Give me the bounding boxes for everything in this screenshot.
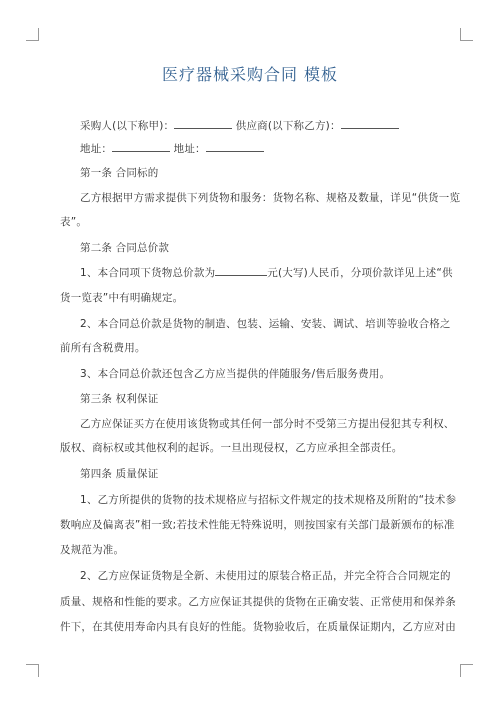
buyer-address-label: 地址： [80, 143, 113, 155]
page-corner-mark-top-left [26, 28, 39, 41]
page-corner-mark-top-right [460, 28, 473, 41]
supplier-blank [341, 118, 399, 129]
paragraph-line: 2、本合同总价款是货物的制造、包装、运输、安装、调试、培训等验收合格之 [80, 318, 451, 330]
paragraph-line: 件下，在其使用寿命内具有良好的性能。货物验收后，在质量保证期内，乙方应对由 [60, 621, 456, 633]
paragraph-line: 乙方应保证买方在使用该货物或其任何一部分时不受第三方提出侵犯其专利权、 [80, 418, 455, 430]
supplier-address-label: 地址： [173, 143, 206, 155]
paragraph-line: 乙方根据甲方需求提供下列货物和服务：货物名称、规格及数量，详见“供货一览 [80, 192, 461, 204]
article-1-heading: 第一条 合同标的 [80, 167, 159, 179]
paragraph-line: 质量、规格和性能的要求。乙方应保证其提供的货物在正确安装、正常使用和保养条 [60, 596, 456, 608]
price-blank [215, 265, 267, 276]
article-2-heading: 第二条 合同总价款 [80, 242, 170, 254]
paragraph-line: 1、乙方所提供的货物的技术规格应与招标文件规定的技术规格及所附的“技术参 [80, 494, 457, 506]
paragraph-line: 及规范为准。 [60, 544, 125, 556]
article-4-heading: 第四条 质量保证 [80, 468, 159, 480]
paragraph-line: 表”。 [60, 216, 88, 228]
buyer-label: 采购人(以下称甲)： [80, 120, 175, 132]
paragraph-line: 数响应及偏离表”相一致;若技术性能无特殊说明，则按国家有关部门最新颁布的标准 [60, 519, 455, 531]
paragraph-line: 2、乙方应保证货物是全新、未使用过的原装合格正品，并完全符合合同规定的 [80, 570, 451, 582]
document-title: 医疗器械采购合同 模板 [161, 65, 339, 84]
paragraph-line: 3、本合同总价款还包含乙方应当提供的伴随服务/售后服务费用。 [80, 368, 391, 380]
paragraph-line: 前所有含税费用。 [60, 342, 146, 354]
buyer-supplier-line [80, 118, 450, 133]
address-line [80, 141, 450, 156]
supplier-address-blank [206, 141, 264, 152]
paragraph-line: 货一览表”中有明确规定。 [60, 292, 184, 304]
buyer-address-blank [112, 141, 170, 152]
paragraph-line: 版权、商标权或其他权利的起诉。一旦出现侵权，乙方应承担全部责任。 [60, 442, 403, 454]
article-3-heading: 第三条 权利保证 [80, 393, 159, 405]
supplier-label: 供应商(以下称乙方)： [235, 120, 341, 132]
buyer-blank [174, 118, 232, 129]
page-corner-mark-bottom-left [26, 664, 39, 677]
page-corner-mark-bottom-right [460, 664, 473, 677]
paragraph-line: 1、本合同项下货物总价款为 元(大写)人民币，分项价款详见上述“供 [80, 267, 453, 279]
